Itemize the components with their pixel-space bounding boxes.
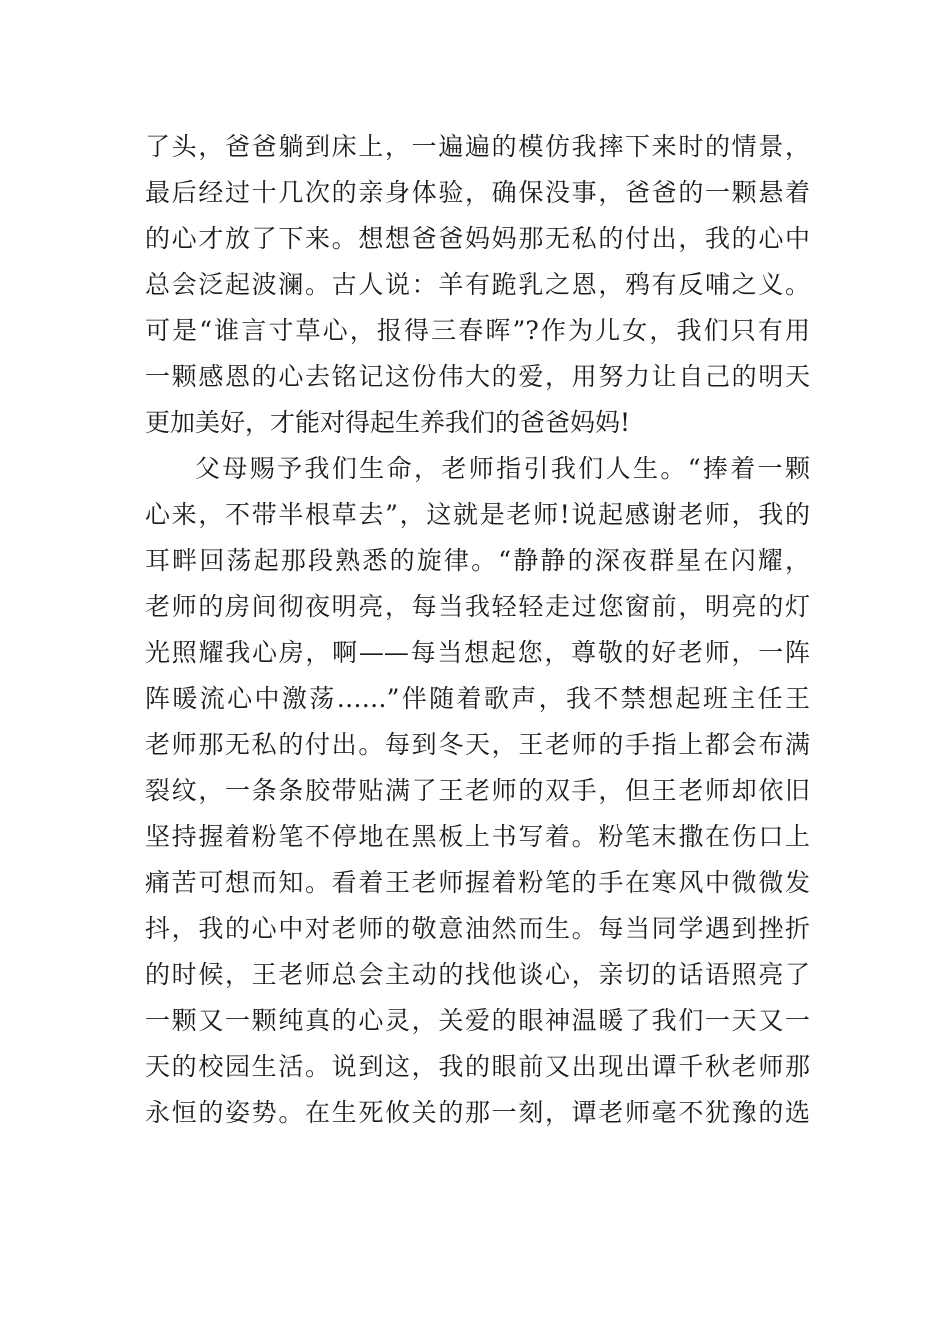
text-line: 的时候，王老师总会主动的找他谈心，亲切的话语照亮了 — [145, 960, 810, 989]
text-line: 心来，不带半根草去”，这就是老师!说起感谢老师，我的 — [145, 500, 810, 529]
text-line: 光照耀我心房，啊——每当想起您，尊敬的好老师，一阵 — [145, 638, 810, 667]
text-line: 永恒的姿势。在生死攸关的那一刻，谭老师毫不犹豫的选 — [145, 1098, 810, 1127]
text-line: 坚持握着粉笔不停地在黑板上书写着。粉笔末撒在伤口上 — [145, 822, 810, 851]
text-line: 最后经过十几次的亲身体验，确保没事，爸爸的一颗悬着 — [145, 178, 810, 207]
text-line: 可是“谁言寸草心，报得三春晖”?作为儿女，我们只有用 — [145, 316, 810, 345]
text-line: 一颗感恩的心去铭记这份伟大的爱，用努力让自己的明天 — [145, 362, 810, 391]
text-line: 了头，爸爸躺到床上，一遍遍的模仿我摔下来时的情景， — [145, 132, 810, 161]
text-line: 老师那无私的付出。每到冬天，王老师的手指上都会布满 — [145, 730, 810, 759]
text-line: 抖，我的心中对老师的敬意油然而生。每当同学遇到挫折 — [145, 914, 810, 943]
text-line: 总会泛起波澜。古人说：羊有跪乳之恩，鸦有反哺之义。 — [145, 270, 810, 299]
text-line: 父母赐予我们生命，老师指引我们人生。“捧着一颗 — [195, 454, 810, 483]
text-line: 老师的房间彻夜明亮，每当我轻轻走过您窗前，明亮的灯 — [145, 592, 810, 621]
body-text — [145, 124, 810, 1136]
text-line: 天的校园生活。说到这，我的眼前又出现出谭千秋老师那 — [145, 1052, 810, 1081]
text-line: 阵暖流心中激荡……”伴随着歌声，我不禁想起班主任王 — [145, 684, 810, 713]
text-line: 一颗又一颗纯真的心灵，关爱的眼神温暖了我们一天又一 — [145, 1006, 810, 1035]
text-line: 痛苦可想而知。看着王老师握着粉笔的手在寒风中微微发 — [145, 868, 810, 897]
text-line: 更加美好，才能对得起生养我们的爸爸妈妈! — [145, 408, 631, 437]
text-line: 耳畔回荡起那段熟悉的旋律。“静静的深夜群星在闪耀， — [145, 546, 810, 575]
text-line: 的心才放了下来。想想爸爸妈妈那无私的付出，我的心中 — [145, 224, 810, 253]
text-line: 裂纹，一条条胶带贴满了王老师的双手，但王老师却依旧 — [145, 776, 810, 805]
